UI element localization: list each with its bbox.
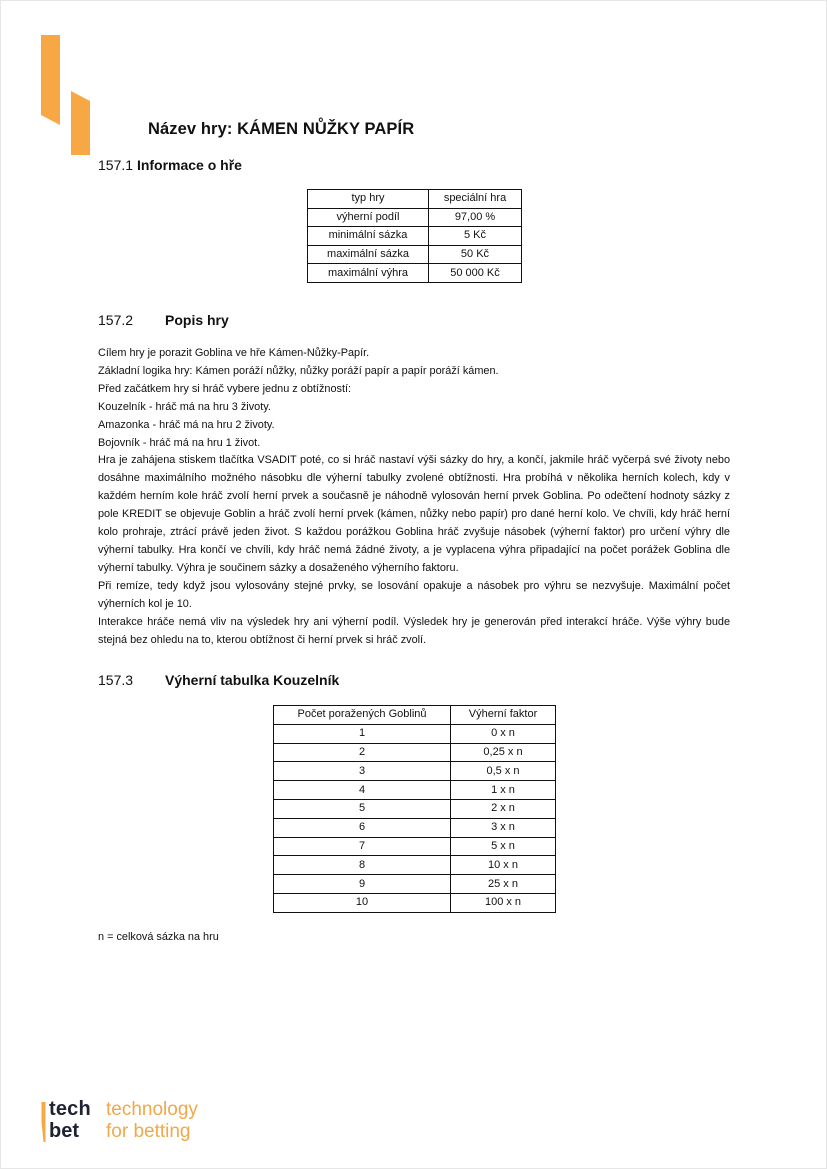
win-factor-cell: 5 x n: [451, 837, 556, 856]
game-description: [98, 345, 730, 649]
goblins-defeated-cell: 9: [274, 875, 451, 894]
game-info-table: [307, 189, 522, 283]
section-label: Popis hry: [165, 312, 229, 328]
win-factor-cell: 0,25 x n: [451, 743, 556, 762]
info-label: maximální sázka: [308, 245, 429, 264]
logo-tagline-1: technology: [106, 1099, 198, 1120]
win-factor-cell: 100 x n: [451, 893, 556, 912]
info-value: 50 Kč: [429, 245, 522, 264]
section-label: Výherní tabulka Kouzelník: [165, 672, 340, 688]
logo-word-bet: bet: [49, 1120, 79, 1142]
description-paragraph: Kouzelník - hráč má na hru 3 životy.: [98, 400, 271, 413]
win-factor-cell: 0,5 x n: [451, 762, 556, 781]
description-paragraph: Cílem hry je porazit Goblina ve hře Kámen-Nůžky-Papír.: [98, 347, 370, 359]
description-paragraph: Základní logika hry: Kámen poráží nůžky, nůžky poráží papír a papír poráží kámen.: [98, 364, 499, 377]
goblins-defeated-cell: 3: [274, 762, 451, 781]
column-header: Výherní faktor: [451, 706, 556, 725]
goblins-defeated-cell: 4: [274, 781, 451, 800]
logo-word-tech: tech: [49, 1098, 91, 1120]
goblins-defeated-cell: 10: [274, 893, 451, 912]
section-number: 157.3: [98, 672, 134, 688]
section-number: 157.1: [98, 157, 134, 173]
description-paragraph: Bojovník - hráč má na hru 1 život.: [98, 436, 261, 449]
info-label: výherní podíl: [308, 208, 429, 227]
goblins-defeated-cell: 1: [274, 724, 451, 743]
info-value: speciální hra: [429, 190, 522, 209]
goblins-defeated-cell: 2: [274, 743, 451, 762]
goblins-defeated-cell: 7: [274, 837, 451, 856]
table-row: [274, 743, 556, 762]
techbet-logo: [39, 1098, 239, 1145]
goblins-defeated-cell: 8: [274, 856, 451, 875]
section-number: 157.2: [98, 312, 134, 328]
info-value: 97,00 %: [429, 208, 522, 227]
description-paragraph: Hra je zahájena stiskem tlačítka VSADIT poté, co si hráč nastaví výši sázky do hry, a končí, jakmile hráč vyčerpá své životy nebo dosáhne maximálního možného násobku dle výherní tabulky zvolené obtížnosti. Hra probíhá v několika herních kolech, kdy v každém herním kole hráč zvolí herní prvek a současně je náhodně vylosován herní prvek Goblina. Po odečtení hodnoty sázky z pole KREDIT se objevuje Goblin a hráč zvolí herní prvek (kámen, nůžky nebo papír) pro dané herní kolo. Ve chvíli, kdy hráč herní kolo prohraje, ztrácí právě jeden život. S každou porážkou Goblina hráč zvyšuje násobek (výherní faktor) pro určení výhry dle výherní tabulky. Hra končí ve chvíli, kdy hráč nemá žádné životy, a je vyplacena výhra připadající na počet porážek Goblina dle výherní tabulky. Výhra je součinem sázky a dosaženého výherního faktoru.: [98, 454, 730, 574]
table-row: [308, 264, 522, 283]
footnote: n = celková sázka na hru: [98, 931, 219, 943]
section-heading-win-table: [98, 672, 339, 688]
description-paragraph: Interakce hráče nemá vliv na výsledek hry ani výherní podíl. Výsledek hry je generován před interakcí hráče. Výše výhry bude stejná bez ohledu na to, kterou obtížnost či herní prvek si hráč zvolí.: [98, 615, 730, 646]
table-row: [274, 856, 556, 875]
table-row: [274, 875, 556, 894]
table-row: [274, 762, 556, 781]
table-row: [274, 893, 556, 912]
description-paragraph: Před začátkem hry si hráč vybere jednu z obtížností:: [98, 382, 352, 395]
description-paragraph: Při remíze, tedy když jsou vylosovány stejné prvky, se losování opakuje a násobek pro výhru se nezvyšuje. Maximální počet výherních kol je 10.: [98, 579, 730, 610]
table-header-row: [274, 706, 556, 725]
table-row: [308, 245, 522, 264]
section-heading-info: [98, 157, 242, 173]
table-row: [308, 208, 522, 227]
win-table: [273, 705, 556, 913]
logo-tagline-2: for betting: [106, 1121, 191, 1142]
info-label: minimální sázka: [308, 227, 429, 246]
column-header: Počet poražených Goblinů: [274, 706, 451, 725]
win-factor-cell: 0 x n: [451, 724, 556, 743]
table-row: [308, 190, 522, 209]
info-value: 50 000 Kč: [429, 264, 522, 283]
game-title: Název hry: KÁMEN NŮŽKY PAPÍR: [148, 120, 415, 138]
info-label: maximální výhra: [308, 264, 429, 283]
win-factor-cell: 10 x n: [451, 856, 556, 875]
table-row: [274, 818, 556, 837]
table-row: [308, 227, 522, 246]
goblins-defeated-cell: 6: [274, 818, 451, 837]
info-value: 5 Kč: [429, 227, 522, 246]
description-paragraph: Amazonka - hráč má na hru 2 životy.: [98, 418, 275, 431]
section-heading-description: [98, 312, 229, 328]
goblins-defeated-cell: 5: [274, 799, 451, 818]
logo-bar-icon: [41, 1102, 46, 1142]
brand-mark-icon: [39, 33, 95, 157]
win-factor-cell: 1 x n: [451, 781, 556, 800]
table-row: [274, 799, 556, 818]
win-factor-cell: 25 x n: [451, 875, 556, 894]
table-row: [274, 837, 556, 856]
table-row: [274, 781, 556, 800]
win-factor-cell: 2 x n: [451, 799, 556, 818]
table-row: [274, 724, 556, 743]
info-label: typ hry: [308, 190, 429, 209]
section-label: Informace o hře: [136, 157, 242, 173]
win-factor-cell: 3 x n: [451, 818, 556, 837]
